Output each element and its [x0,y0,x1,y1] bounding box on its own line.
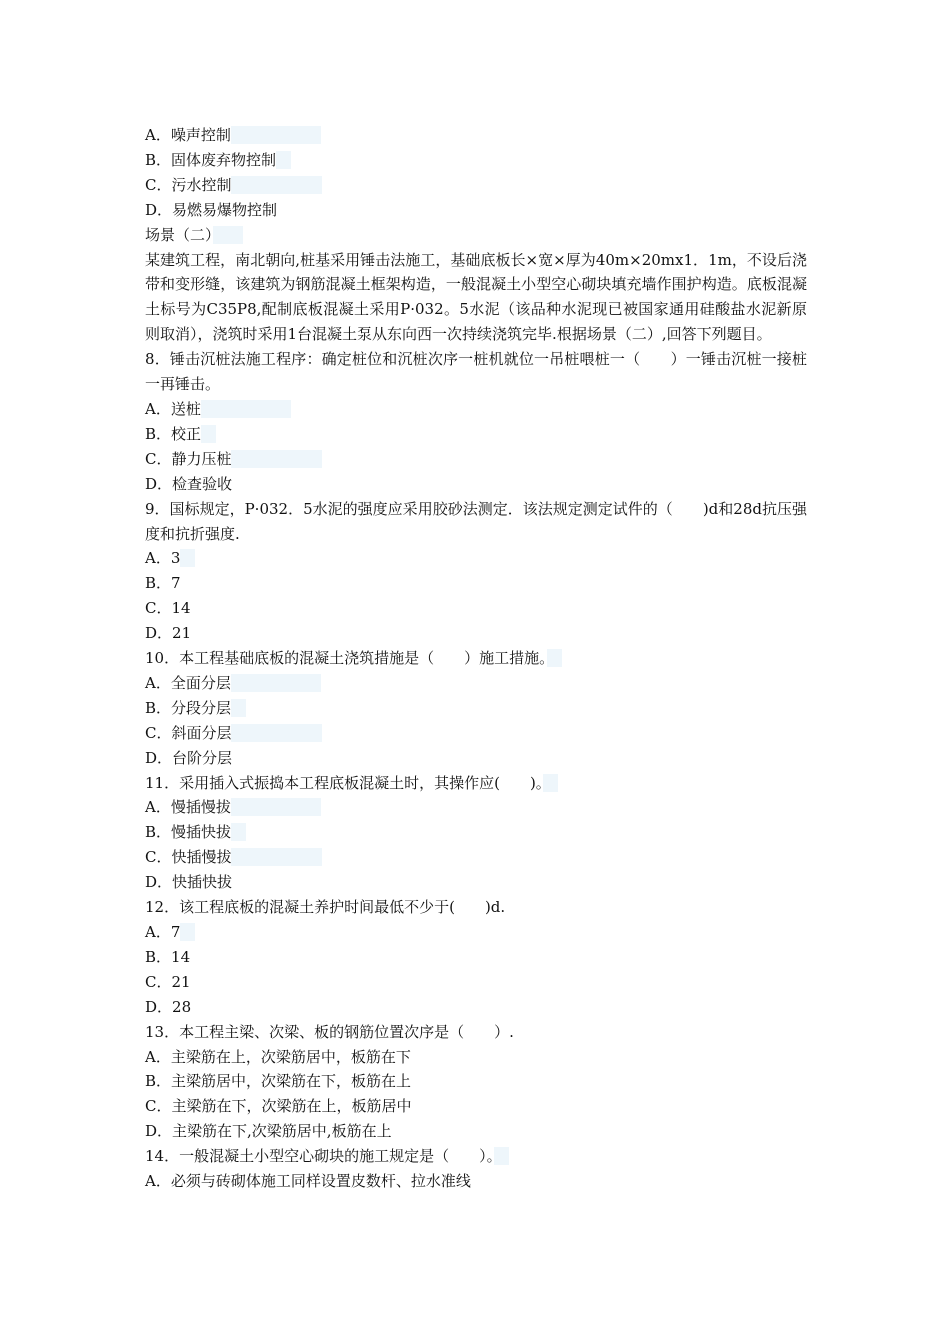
option-7d: D．易燃易爆物控制 [145,200,278,219]
option-12a: A．7 [145,920,807,945]
option-9c: C．14 [145,599,191,618]
question-12-stem: 12．该工程底板的混凝土养护时间最低不少于( )d. [145,898,506,917]
option-9b: B．7 [145,574,181,593]
option-12b: B．14 [145,947,191,966]
option-9a: A．3 [145,546,807,571]
question-13-stem: 13．本工程主梁、次梁、板的钢筋位置次序是（ ）. [145,1022,514,1041]
scene-title: 场景（二） [145,223,807,248]
option-8c: C．静力压桩 [145,447,807,472]
option-14a: A．必须与砖砌体施工同样设置皮数杆、拉水准线 [145,1172,471,1191]
option-13a: A．主梁筋在上，次梁筋居中，板筋在下 [145,1047,411,1066]
option-13c: C．主梁筋在下，次梁筋在上，板筋居中 [145,1097,412,1116]
option-8b: B．校正 [145,422,807,447]
option-8a: A．送桩 [145,397,807,422]
scene-description: 某建筑工程，南北朝向,桩基采用锤击法施工，基础底板长×宽×厚为40m×20mx1．1m，不设后浇带和变形缝，该建筑为钢筋混凝土框架构造，一般混凝土小型空心砌块填充墙作围护构造。底板混凝土标号为C35P8,配制底板混凝土采用P·032。5水泥（该品种水泥现已被国家通用硅酸盐水泥新原则取消），浇筑时采用1台混凝土泵从东向西一次持续浇筑完毕.根据场景（二）,回答下列题目。 [145,250,807,344]
option-10d: D．台阶分层 [145,748,233,767]
option-12d: D．28 [145,997,192,1016]
option-10b: B．分段分层 [145,696,807,721]
option-7b: B．固体废弃物控制 [145,148,807,173]
option-10c: C．斜面分层 [145,721,807,746]
option-13b: B．主梁筋居中，次梁筋在下，板筋在上 [145,1072,412,1091]
option-10a: A．全面分层 [145,671,807,696]
option-9d: D．21 [145,624,192,643]
question-14-stem: 14．一般混凝土小型空心砌块的施工规定是（ ）。 [145,1144,807,1169]
question-11-stem: 11．采用插入式振捣本工程底板混凝土时，其操作应( )。 [145,771,807,796]
option-7a: A．噪声控制 [145,123,807,148]
question-10-stem: 10．本工程基础底板的混凝土浇筑措施是（ ）施工措施。 [145,646,807,671]
option-11b: B．慢插快拔 [145,820,807,845]
option-11d: D．快插快拔 [145,873,233,892]
option-12c: C．21 [145,972,191,991]
option-11a: A．慢插慢拔 [145,795,807,820]
option-7c: C．污水控制 [145,173,807,198]
option-8d: D．检查验收 [145,474,233,493]
question-9-stem: 9．国标规定，P·032．5水泥的强度应采用胶砂法测定．该法规定测定试件的（ )d和28d抗压强度和抗折强度. [145,499,807,543]
option-13d: D．主梁筋在下,次梁筋居中,板筋在上 [145,1122,392,1141]
question-8-stem: 8．锤击沉桩法施工程序：确定桩位和沉桩次序一桩机就位一吊桩喂桩一（ ）一锤击沉桩一接桩一再锤击。 [145,350,807,394]
document-body [145,123,807,1194]
option-11c: C．快插慢拔 [145,845,807,870]
